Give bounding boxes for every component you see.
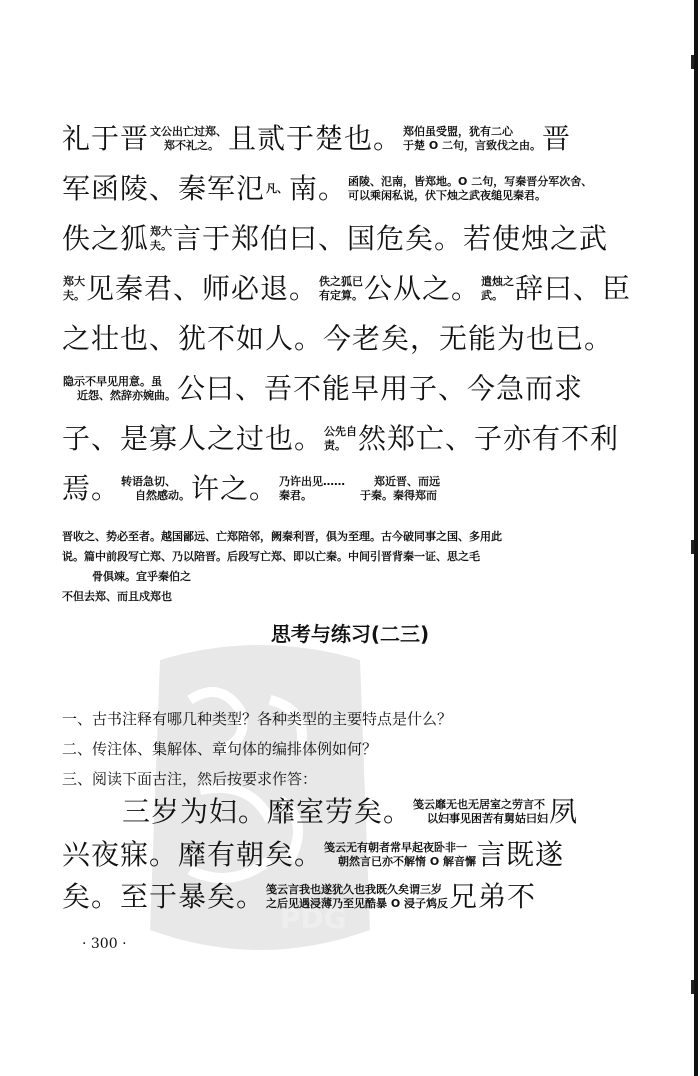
annotation: 函陵、氾南，皆郑地。O 二句，写秦晋分军次舍、 可以乘闲私说，伏下烛之武夜缒见秦君。	[348, 175, 593, 202]
annotation: 佚之狐已 有定算。	[319, 275, 364, 302]
binding-mark	[691, 540, 694, 554]
main-text: 焉。	[62, 472, 121, 505]
main-text: 公曰、吾不能早用子、今急而求	[177, 372, 584, 405]
question-1: 一、古书注释有哪几种类型？各种类型的主要特点是什么？	[62, 710, 453, 728]
annotation: 郑大 夫。	[63, 275, 85, 302]
commentary-line: 骨俱竦。宜乎秦伯之	[92, 570, 191, 583]
text-line-5	[62, 322, 622, 372]
commentary-line: 不但去郑、而且戍郑也	[62, 590, 172, 603]
main-text: 三岁为妇。靡室劳矣。	[122, 795, 413, 828]
main-text: 佚之狐	[62, 222, 150, 255]
main-text: 言于郑伯曰、国危矣。若使烛之武	[173, 222, 609, 255]
text-line-2	[62, 172, 622, 222]
binding-mark	[691, 55, 694, 69]
annotation: 笺云言我也遂犹久也我既久矣谓三岁 之后见遇浸薄乃至见酷暴 O 浸子鸩反	[266, 883, 449, 910]
binding-mark	[691, 980, 694, 994]
main-text: 公从之。	[364, 272, 481, 305]
annotation: 笺云靡无也无居室之劳言不 以妇事见困苦有舅姑曰妇	[413, 798, 549, 825]
text-line-6	[62, 372, 622, 422]
main-text: 言既遂	[477, 838, 565, 871]
main-text: 军函陵、秦军氾	[62, 172, 266, 205]
section-title: 思考与练习(二三)	[270, 622, 430, 646]
text-line-7	[62, 422, 622, 472]
main-text: 见秦君、师必退。	[86, 272, 319, 305]
question-3: 三、阅读下面古注，然后按要求作答：	[62, 770, 318, 788]
main-text: 兄弟不	[449, 880, 537, 913]
annotation: 郑大 夫。	[150, 225, 173, 252]
main-text: 辞曰、臣	[515, 272, 632, 305]
text-line-8	[62, 472, 622, 522]
annotation: 笺云无有朝者常早起夜卧非一 朝然言已亦不解惰 O 解音懈	[324, 841, 477, 868]
annotation: 乃许出见…… 秦君。	[279, 475, 346, 502]
main-text: 礼于晋	[62, 122, 150, 155]
annotation: 郑近晋、而远 于秦。秦得郑而	[360, 475, 441, 502]
main-text: 且贰于楚也。	[228, 122, 403, 155]
commentary-line: 晋收之、势必至者。越国鄙远、亡郑陪邻，阙秦利晋，俱为至理。古今破同事之国、多用此	[62, 530, 502, 543]
page-number: · 300 ·	[82, 936, 127, 952]
annotation: 公先自 责。	[324, 425, 358, 452]
annotation: 郑伯虽受盟，犹有二心 于楚 O 二句，言致伐之由。	[403, 125, 542, 152]
text-line-1	[62, 122, 622, 172]
annotation: 转语急切、 自然感动。	[121, 475, 191, 502]
main-text: 许之。	[191, 472, 279, 505]
annotation: 文公出亡过郑、 郑不礼之。	[150, 125, 228, 152]
annotation: 凡、	[266, 182, 289, 195]
watermark-text: PDG	[280, 902, 347, 935]
main-text: 夙	[549, 795, 579, 828]
main-text: 然郑亡、子亦有不利	[358, 422, 620, 455]
main-text: 矣。至于暴矣。	[62, 880, 266, 913]
annotation: 遣烛之 武。	[481, 275, 515, 302]
exercise-line-3	[62, 880, 622, 930]
question-2: 二、传注体、集解体、章句体的编排体例如何？	[62, 740, 378, 758]
commentary-line: 说。篇中前段写亡郑、乃以陪晋。后段写亡郑、即以亡秦。中间引晋背秦一证、思之毛	[62, 550, 480, 563]
main-text: 晋	[542, 122, 572, 155]
main-text: 子、是寡人之过也。	[62, 422, 324, 455]
annotation: 隐示不早见用意。虽 近怨、然辞亦婉曲。	[63, 375, 176, 402]
main-text: 兴夜寐。靡有朝矣。	[62, 838, 324, 871]
main-text: 南。	[289, 172, 348, 205]
binding-edge	[694, 0, 698, 1076]
text-line-4	[62, 272, 632, 322]
main-text: 之壮也、犹不如人。今老矣，无能为也已。	[62, 322, 614, 355]
text-line-3	[62, 222, 622, 272]
